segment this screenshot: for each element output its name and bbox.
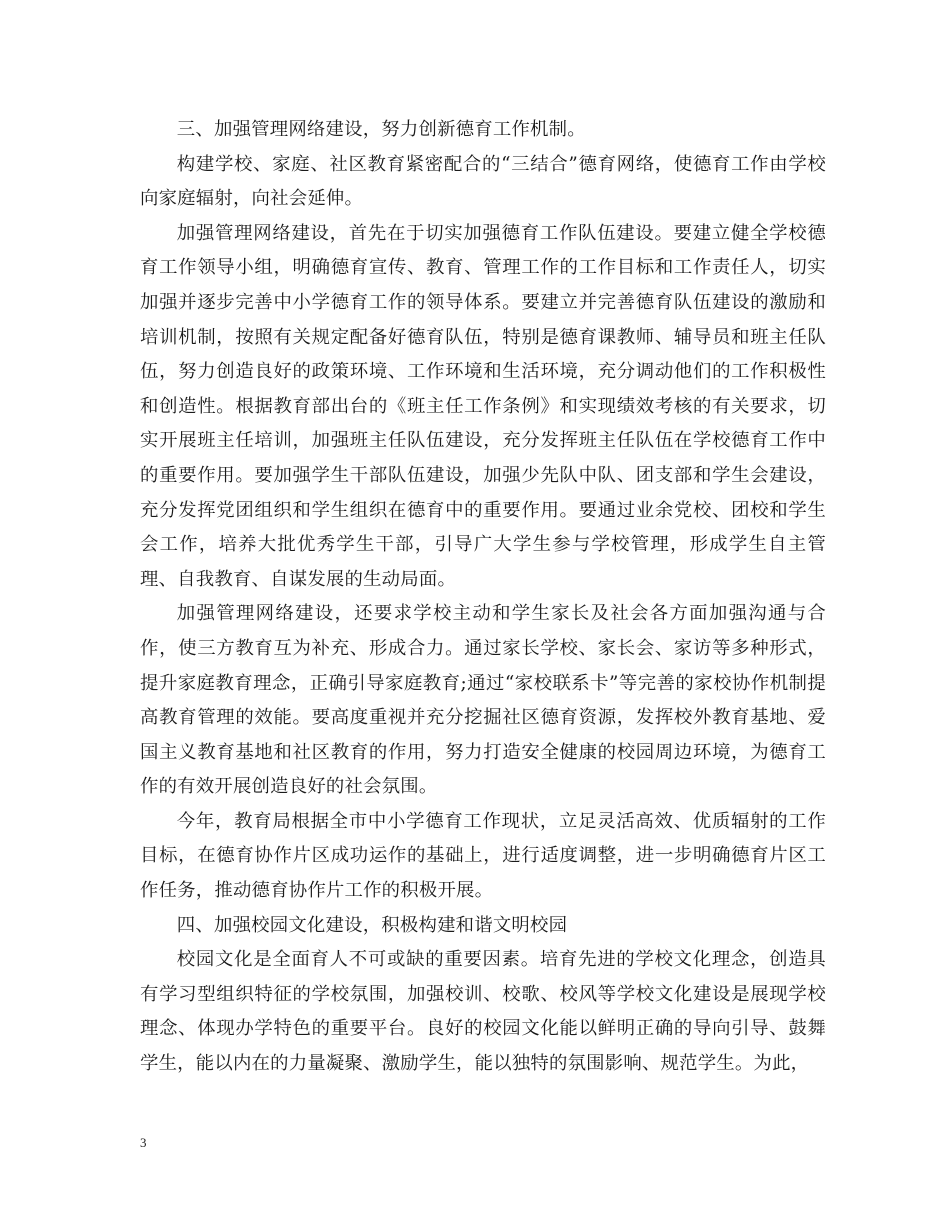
section-heading-three: 三、加强管理网络建设，努力创新德育工作机制。 xyxy=(176,119,586,140)
paragraph: 校园文化是全面育人不可或缺的重要因素。培育先进的学校文化理念，创造具有学习型组织特征的学校氛围，加强校训、校歌、校风等学校文化建设是展现学校理念、体现办学特色的重要平台。良好的校园文化能以鲜明正确的导向引导、鼓舞学生，能以内在的力量凝聚、激励学生，能以独特的氛围影响、规范学生。为此， xyxy=(140,949,826,1075)
page-number: 3 xyxy=(140,1135,147,1150)
paragraph: 加强管理网络建设，首先在于切实加强德育工作队伍建设。要建立健全学校德育工作领导小组，明确德育宣传、教育、管理工作的工作目标和工作责任人，切实加强并逐步完善中小学德育工作的领导体系。要建立并完善德育队伍建设的激励和培训机制，按照有关规定配备好德育队伍，特别是德育课教师、辅导员和班主任队伍，努力创造良好的政策环境、工作环境和生活环境，充分调动他们的工作积极性和创造性。根据教育部出台的《班主任工作条例》和实现绩效考核的有关要求，切实开展班主任培训，加强班主任队伍建设，充分发挥班主任队伍在学校德育工作中的重要作用。要加强学生干部队伍建设，加强少先队中队、团支部和学生会建设，充分发挥党团组织和学生组织在德育中的重要作用。要通过业余党校、团校和学生会工作，培养大批优秀学生干部，引导广大学生参与学校管理，形成学生自主管理、自我教育、自谋发展的生动局面。 xyxy=(140,222,826,590)
paragraph: 今年，教育局根据全市中小学德育工作现状，立足灵活高效、优质辐射的工作目标，在德育协作片区成功运作的基础上，进行适度调整，进一步明确德育片区工作任务，推动德育协作片工作的积极开展。 xyxy=(140,810,826,902)
paragraph: 加强管理网络建设，还要求学校主动和学生家长及社会各方面加强沟通与合作，使三方教育互为补充、形成合力。通过家长学校、家长会、家访等多种形式，提升家庭教育理念，正确引导家庭教育;通过“家校联系卡”等完善的家校协作机制提高教育管理的效能。要高度重视并充分挖掘社区德育资源，发挥校外教育基地、爱国主义教育基地和社区教育的作用，努力打造安全健康的校园周边环境，为德育工作的有效开展创造良好的社会氛围。 xyxy=(140,603,826,798)
paragraph: 构建学校、家庭、社区教育紧密配合的“三结合”德育网络，使德育工作由学校向家庭辐射，向社会延伸。 xyxy=(140,153,826,210)
document-body xyxy=(140,113,826,1082)
section-heading-four: 四、加强校园文化建设，积极构建和谐文明校园 xyxy=(176,914,568,936)
